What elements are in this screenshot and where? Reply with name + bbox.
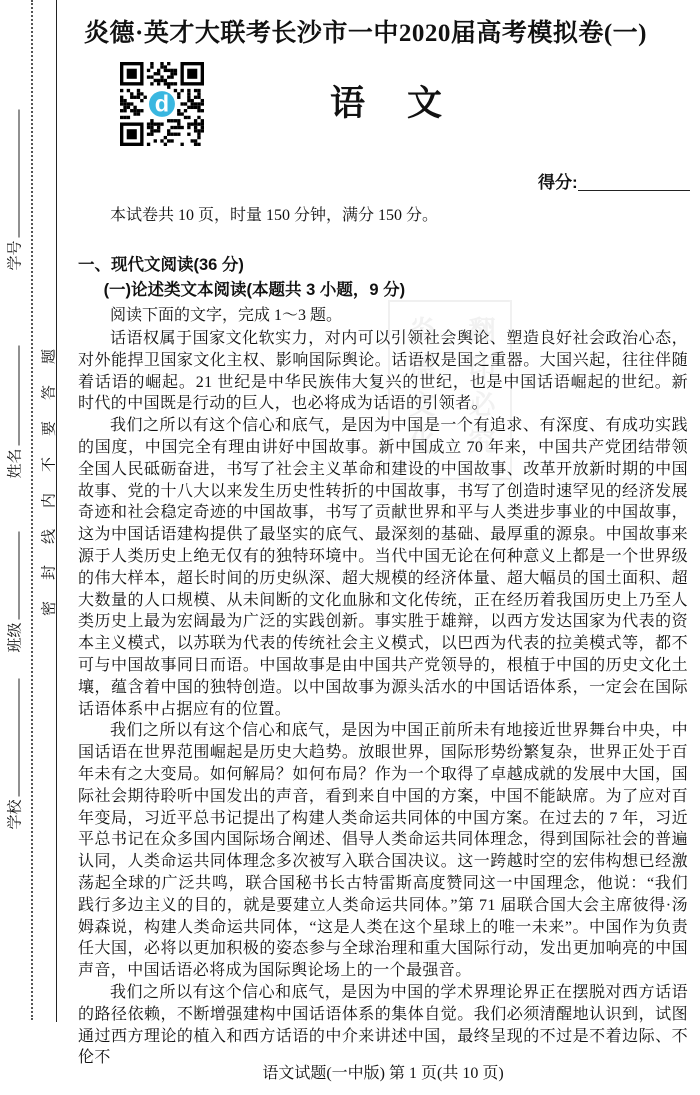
seal-notice-text: 密封线内不要答题 (41, 327, 58, 617)
main-content (78, 205, 688, 1069)
qr-logo-letter: d (154, 90, 170, 117)
passage-paragraph-2: 我们之所以有这个信心和底气，是因为中国是一个有追求、有深度、有成功实践的国度，中国完全有理由讲好中国故事。新中国成立 70 年来，中国共产党团结带领全国人民砥砺奋进，书写了社会主义革命和建设的中国故事、改革开放新时期的中国故事、党的十八大以来发生历史性转折的中国故事，书写了创造时速罕见的经济发展奇迹和社会稳定奇迹的中国故事，书写了贡献世界和平与人类进步事业的中国故事，这为中国话语建构提供了最坚实的底气、最深刻的基础、最厚重的源泉。中国故事来源于人类历史上绝无仅有的独特环境中。当代中国无论在何种意义上都是一个世界级的伟大样本，超长时间的历史纵深、超大规模的经济体量、超大幅员的国土面积、超大数量的人口规模、从未间断的文化血脉和文化传统，正在经历着我国历史上乃至人类历史上最为宏阔最为广泛的实践创新。事实胜于雄辩，以西方发达国家为代表的资本主义模式，以苏联为代表的传统社会主义模式，以巴西为代表的拉美模式等，都不可与中国故事同日而语。中国故事是由中国共产党领导的，根植于中国的历史文化土壤，蕴含着中国的独特创造。以中国故事为源头活水的中国话语体系，一定会在国际话语体系中占据应有的位置。 (78, 417, 688, 718)
subsection-heading: (一)论述类文本阅读(本题共 3 小题，9 分) (103, 281, 406, 299)
passage-paragraph-3: 我们之所以有这个信心和底气，是因为中国正前所未有地接近世界舞台中央，中国话语在世界范围崛起是历史大趋势。放眼世界，国际形势纷繁复杂，世界正处于百年未有之大变局。如何解局？如何布局？作为一个取得了卓越成就的发展中大国，国际社会期待聆听中国发出的声音，看到来自中国的方案，中国不能缺席。为了应对百年变局，习近平总书记提出了构建人类命运共同体的中国方案。在过去的 7 年，习近平总书记在众多国内国际场合阐述、倡导人类命运共同体理念，得到国际社会的普遍认同，人类命运共同体理念多次被写入联合国决议。这一跨越时空的宏伟构想已经激荡起全球的广泛共鸣，联合国秘书长古特雷斯高度赞同这一中国理念，他说：“我们践行多边主义的目的，就是要建立人类命运共同体。”第 71 届联合国大会主席彼得·汤姆森说，构建人类命运共同体，“这是人类在这个星球上的唯一未来”。中国作为负责任大国，必将以更加积极的姿态参与全球治理和重大国际行动，发出更加响亮的中国声音，中国话语必将成为国际舆论场上的一个最强音。 (78, 722, 688, 980)
reading-instruction: 阅读下面的文字，完成 1～3 题。 (110, 307, 343, 324)
score-field (538, 168, 690, 193)
class-field (4, 531, 25, 652)
student-id-label: 学号 (7, 240, 24, 271)
score-blank-line (578, 173, 690, 191)
school-field (4, 678, 25, 829)
subject-title: 语文 (330, 84, 485, 123)
qr-finder-top-right (180, 62, 204, 86)
page-footer: 语文试题(一中版) 第 1 页(共 10 页) (262, 1065, 504, 1082)
student-id-blank-line (5, 109, 20, 237)
school-blank-line (5, 678, 20, 796)
student-name-blank-line (5, 345, 20, 445)
passage-paragraph-1: 话语权属于国家文化软实力，对内可以引领社会舆论、塑造良好社会政治心态，对外能捍卫国家文化主权、影响国际舆论。话语权是国之重器。大国兴起，往往伴随着话语的崛起。21 世纪是中华民族伟大复兴的世纪，也是中国话语崛起的世纪。新时代的中国既是行动的巨人，也必将成为话语的引领者。 (78, 330, 688, 413)
exam-title: 炎德·英才大联考长沙市一中2020届高考模拟卷(一) (84, 20, 647, 47)
class-label: 班级 (7, 622, 24, 653)
qr-code (120, 62, 204, 146)
seal-dotted-line (31, 0, 33, 1020)
exam-info: 本试卷共 10 页，时量 150 分钟，满分 150 分。 (110, 207, 439, 224)
student-name-label: 姓名 (7, 448, 24, 479)
watermark-line-1: 炎德文化 (404, 316, 435, 464)
passage-paragraph-4: 我们之所以有这个信心和底气，是因为中国的学术界理论界正在摆脱对西方话语的路径依赖，不断增强建构中国话语体系的集体自觉。我们必须清醒地认识到，试图通过西方理论的植入和西方话语的中介来讲述中国，最终呈现的不过是不着边际、不伦不 (78, 983, 688, 1067)
score-label: 得分: (538, 173, 578, 192)
student-name-field (4, 345, 25, 478)
student-id-field (4, 109, 25, 270)
qr-finder-bottom-left (120, 122, 144, 146)
school-label: 学校 (7, 799, 24, 830)
watermark-line-2: 翻印必究 (464, 316, 495, 464)
class-blank-line (5, 531, 20, 619)
section-heading: 一、现代文阅读(36 分) (78, 256, 244, 274)
qr-finder-top-left (120, 62, 144, 86)
